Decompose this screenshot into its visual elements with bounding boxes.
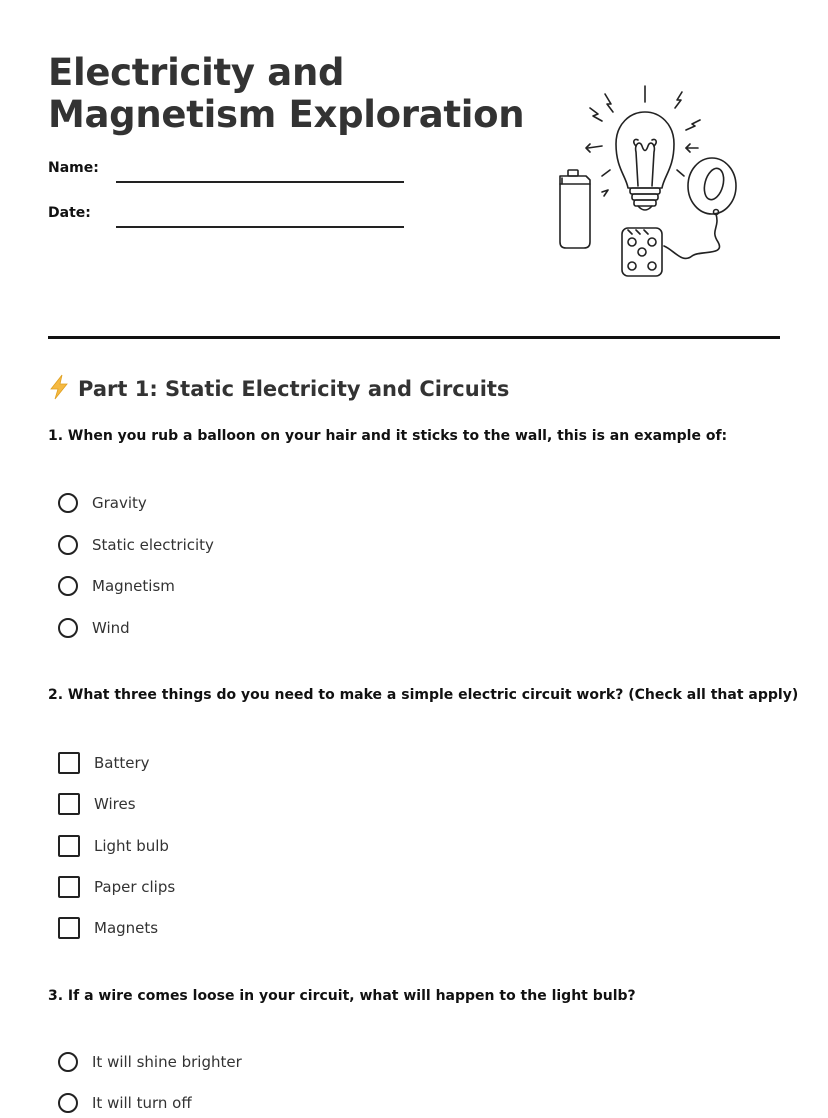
- option-label: Static electricity: [92, 536, 214, 554]
- lightbulb-circuit-illustration: [550, 80, 750, 282]
- q2-option-wires[interactable]: [58, 792, 136, 816]
- balloon-drawing: [664, 158, 736, 258]
- radio-button[interactable]: [58, 1093, 78, 1113]
- spark-lines: [586, 86, 700, 196]
- q1-option-gravity[interactable]: [58, 491, 147, 515]
- checkbox[interactable]: [58, 835, 80, 857]
- checkbox[interactable]: [58, 876, 80, 898]
- option-label: Paper clips: [94, 878, 176, 896]
- switch-box-drawing: [622, 228, 662, 276]
- q3-option-shine-brighter[interactable]: [58, 1050, 242, 1074]
- option-label: It will turn off: [92, 1094, 192, 1112]
- lightning-bolt-icon: [48, 374, 70, 408]
- option-label: It will shine brighter: [92, 1053, 242, 1071]
- name-field[interactable]: [116, 181, 404, 183]
- q2-option-magnets[interactable]: [58, 916, 158, 940]
- checkbox[interactable]: [58, 917, 80, 939]
- question-1-text: 1. When you rub a balloon on your hair and it sticks to the wall, this is an example of:: [48, 428, 728, 444]
- radio-button[interactable]: [58, 618, 78, 638]
- radio-button[interactable]: [58, 493, 78, 513]
- question-3-text: 3. If a wire comes loose in your circuit, what will happen to the light bulb?: [48, 988, 636, 1004]
- radio-button[interactable]: [58, 1052, 78, 1072]
- option-label: Battery: [94, 754, 150, 772]
- q1-option-wind[interactable]: [58, 616, 130, 640]
- title-line-2: Magnetism Exploration: [48, 93, 525, 136]
- worksheet-title: [48, 52, 524, 136]
- question-2-text: 2. What three things do you need to make a simple electric circuit work? (Check all that apply): [48, 687, 799, 703]
- checkbox[interactable]: [58, 752, 80, 774]
- header-divider: [48, 336, 780, 339]
- checkbox[interactable]: [58, 793, 80, 815]
- q1-option-magnetism[interactable]: [58, 574, 175, 598]
- q2-option-paper-clips[interactable]: [58, 875, 175, 899]
- option-label: Magnetism: [92, 577, 175, 595]
- option-label: Wires: [94, 795, 136, 813]
- q2-option-battery[interactable]: [58, 751, 150, 775]
- option-label: Magnets: [94, 919, 159, 937]
- date-label: Date:: [48, 205, 91, 221]
- light-bulb-drawing: [616, 112, 674, 210]
- q1-option-static-electricity[interactable]: [58, 533, 214, 557]
- option-label: Wind: [92, 619, 130, 637]
- date-field[interactable]: [116, 226, 404, 228]
- radio-button[interactable]: [58, 535, 78, 555]
- option-label: Light bulb: [94, 837, 169, 855]
- option-label: Gravity: [92, 494, 147, 512]
- q2-option-light-bulb[interactable]: [58, 834, 169, 858]
- section-1-heading-text: Part 1: Static Electricity and Circuits: [78, 377, 510, 401]
- section-1-heading: [48, 374, 509, 408]
- q3-option-turn-off[interactable]: [58, 1091, 192, 1115]
- title-line-1: Electricity and: [48, 51, 345, 94]
- battery-drawing: [560, 170, 590, 248]
- name-label: Name:: [48, 160, 99, 176]
- radio-button[interactable]: [58, 576, 78, 596]
